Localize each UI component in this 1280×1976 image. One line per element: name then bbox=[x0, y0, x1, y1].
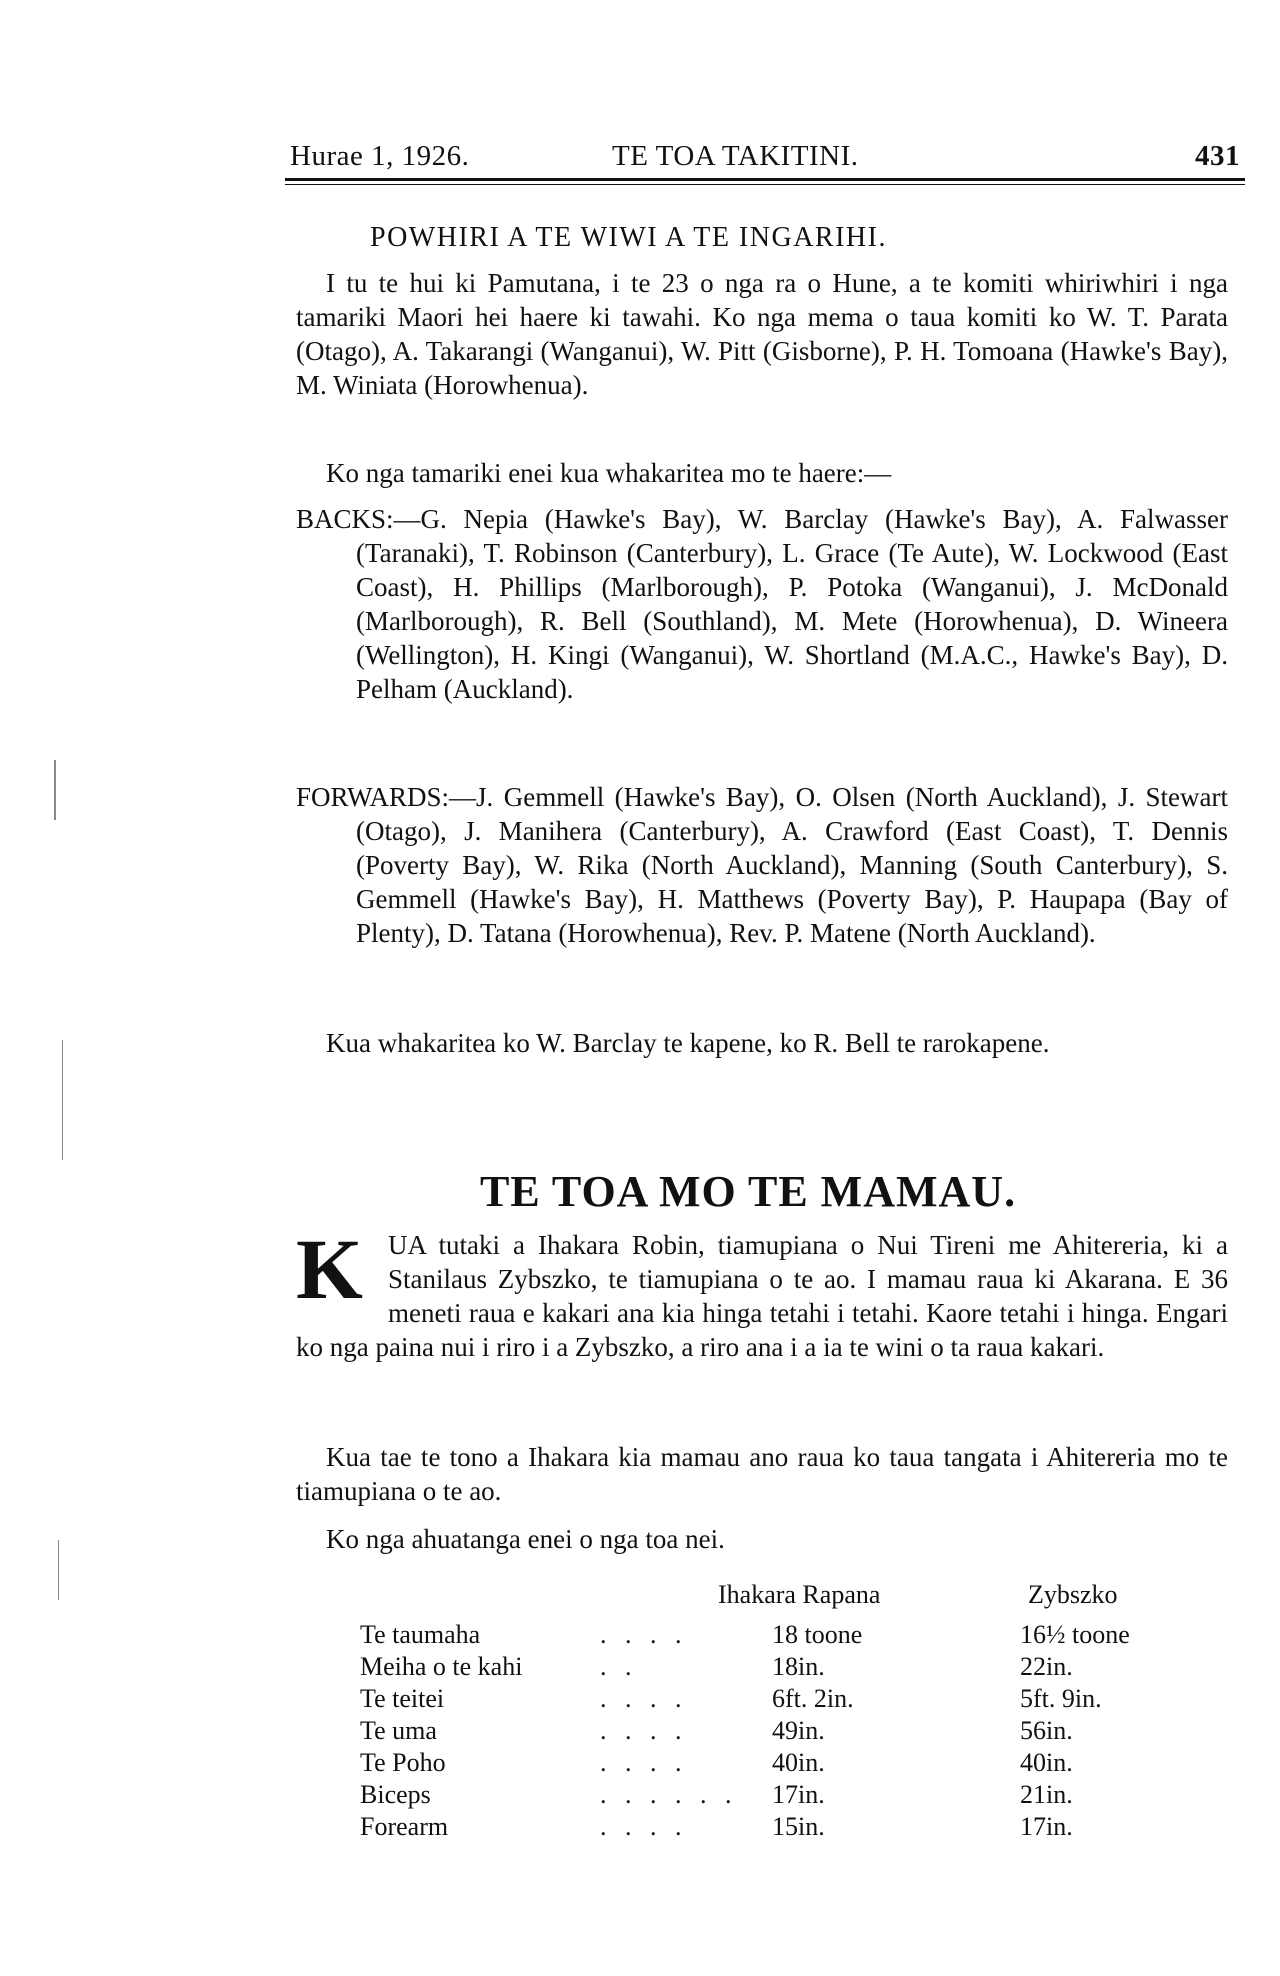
scan-margin-mark bbox=[58, 1540, 59, 1600]
section-heading-powhiri: POWHIRI A TE WIWI A TE INGARIHI. bbox=[370, 222, 887, 253]
stats-row bbox=[360, 1620, 1190, 1652]
stats-label: Te Poho bbox=[360, 1748, 446, 1777]
stats-row bbox=[360, 1780, 1190, 1812]
stats-value-ihakara: 40in. bbox=[772, 1748, 825, 1777]
header-rule-thick bbox=[285, 178, 1245, 181]
paragraph-committee: I tu te hui ki Pamutana, i te 23 o nga ra o Hune, a te komiti whiriwhiri i nga tamariki Maori hei haere ki tawahi. Ko nga mema o taua komiti ko W. T. Parata (Otago), A. Takarangi (Wanganui), W. Pitt (Gisborne), P. H. Tomoana (Hawke's Bay), M. Winiata (Horowhenua). bbox=[296, 268, 1228, 400]
leader-dots: . . . . bbox=[600, 1620, 688, 1649]
leader-dots: . . . . bbox=[600, 1684, 688, 1713]
paragraph-backs-list: BACKS:—G. Nepia (Hawke's Bay), W. Barclay (Hawke's Bay), A. Falwasser (Taranaki), T. Robinson (Canterbury), L. Grace (Te Aute), W. Lockwood (East Coast), H. Phillips (Marlborough), P. Potoka (Wanganui), J. McDonald (Marlborough), R. Bell (Southland), M. Mete (Horowhenua), D. Wineera (Wellington), H. Kingi (Wanganui), W. Shortland (M.A.C., Hawke's Bay), D. Pelham (Auckland). bbox=[296, 504, 1228, 704]
stats-header-zybszko: Zybszko bbox=[1028, 1580, 1118, 1609]
stats-value-zybszko: 40in. bbox=[1020, 1748, 1073, 1777]
paragraph-captain: Kua whakaritea ko W. Barclay te kapene, ko R. Bell te rarokapene. bbox=[326, 1028, 1050, 1058]
stats-label: Te taumaha bbox=[360, 1620, 481, 1649]
stats-value-zybszko: 22in. bbox=[1020, 1652, 1073, 1681]
header-rule-thin bbox=[285, 184, 1245, 185]
stats-label: Te uma bbox=[360, 1716, 437, 1745]
stats-label: Te teitei bbox=[360, 1684, 445, 1713]
section-heading-wrestling: TE TOA MO TE MAMAU. bbox=[480, 1167, 1017, 1216]
stats-row bbox=[360, 1684, 1190, 1716]
paragraph-wrestling-text: UA tutaki a Ihakara Robin, tiamupiana o Nui Tireni me Ahitereria, ki a Stanilaus Zybszko, te tiamupiana o te ao. I mamau raua ki Akarana. E 36 meneti raua e kakari ana kia hinga tetahi i tetahi. Kaore tetahi i hinga. Engari ko nga paina nui i riro i a Zybszko, a riro ana i a ia te wini o ta raua kakari. bbox=[296, 1230, 1228, 1362]
scan-margin-mark bbox=[62, 1040, 63, 1160]
stats-value-zybszko: 16½ toone bbox=[1020, 1620, 1130, 1649]
paragraph-selected-intro: Ko nga tamariki enei kua whakaritea mo te haere:— bbox=[326, 458, 892, 488]
stats-value-ihakara: 6ft. 2in. bbox=[772, 1684, 854, 1713]
leader-dots: . . . . bbox=[600, 1748, 688, 1777]
paragraph-challenge: Kua tae te tono a Ihakara kia mamau ano raua ko taua tangata i Ahitereria mo te tiamupiana o te ao. bbox=[296, 1442, 1228, 1506]
stats-header-row bbox=[360, 1580, 1190, 1620]
stats-label: Biceps bbox=[360, 1780, 431, 1809]
wrestler-stats-table bbox=[360, 1580, 1190, 1844]
stats-label: Meiha o te kahi bbox=[360, 1652, 523, 1681]
stats-value-ihakara: 17in. bbox=[772, 1780, 825, 1809]
issue-date: Hurae 1, 1926. bbox=[290, 140, 470, 172]
page-number: 431 bbox=[1195, 140, 1240, 172]
journal-title: TE TOA TAKITINI. bbox=[612, 140, 859, 172]
stats-header-ihakara: Ihakara Rapana bbox=[718, 1580, 881, 1609]
stats-row bbox=[360, 1812, 1190, 1844]
stats-value-ihakara: 15in. bbox=[772, 1812, 825, 1841]
drop-cap-letter: K bbox=[296, 1221, 363, 1317]
paragraph-wrestling-match bbox=[296, 1221, 1228, 1364]
stats-value-ihakara: 18 toone bbox=[772, 1620, 863, 1649]
stats-value-ihakara: 49in. bbox=[772, 1716, 825, 1745]
stats-row bbox=[360, 1748, 1190, 1780]
drop-cap-space bbox=[296, 1221, 388, 1324]
stats-value-zybszko: 21in. bbox=[1020, 1780, 1073, 1809]
stats-row bbox=[360, 1716, 1190, 1748]
stats-value-zybszko: 56in. bbox=[1020, 1716, 1073, 1745]
leader-dots: . . . . bbox=[600, 1716, 688, 1745]
paragraph-forwards-list: FORWARDS:—J. Gemmell (Hawke's Bay), O. Olsen (North Auckland), J. Stewart (Otago), J. Manihera (Canterbury), A. Crawford (East Coast), T. Dennis (Poverty Bay), W. Rika (North Auckland), Manning (South Canterbury), S. Gemmell (Hawke's Bay), H. Matthews (Poverty Bay), P. Haupapa (Bay of Plenty), D. Tatana (Horowhenua), Rev. P. Matene (North Auckland). bbox=[296, 782, 1228, 948]
scan-margin-mark bbox=[54, 760, 56, 820]
leader-dots: . . bbox=[600, 1652, 638, 1681]
stats-label: Forearm bbox=[360, 1812, 449, 1841]
stats-value-ihakara: 18in. bbox=[772, 1652, 825, 1681]
paragraph-stats-intro: Ko nga ahuatanga enei o nga toa nei. bbox=[326, 1524, 725, 1554]
stats-value-zybszko: 17in. bbox=[1020, 1812, 1073, 1841]
leader-dots: . . . . bbox=[600, 1812, 688, 1841]
running-head bbox=[290, 140, 1240, 180]
stats-value-zybszko: 5ft. 9in. bbox=[1020, 1684, 1102, 1713]
stats-row bbox=[360, 1652, 1190, 1684]
leader-dots: . . . . . . bbox=[600, 1780, 738, 1809]
